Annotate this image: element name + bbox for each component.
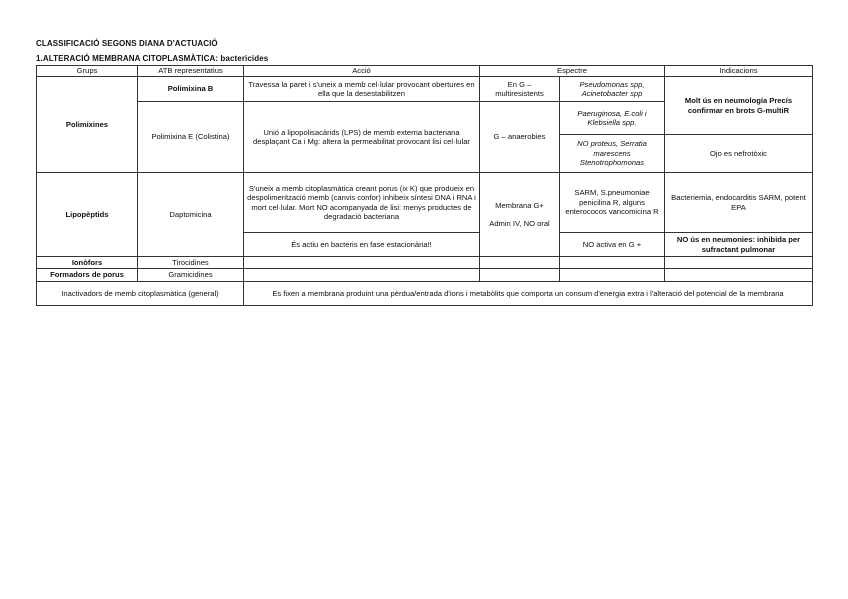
accio-cell: Travessa la paret i s'uneix a memb cel·lular provocant obertures en ella que la desestabilitzen <box>244 77 480 102</box>
espectre-cell <box>480 269 560 281</box>
indicacions-cell: Molt ús en neumología Precís confirmar en brots G-multiR <box>665 77 813 135</box>
atb-cell: Tirocidines <box>138 257 244 269</box>
header-espectre: Espectre <box>480 66 665 77</box>
atb-cell: Polimixina E (Colistina) <box>138 102 244 173</box>
accio-cell <box>244 269 480 281</box>
table-row <box>37 257 813 269</box>
header-grups: Grups <box>37 66 138 77</box>
group-cell: Inactivadors de memb citoplasmàtica (general) <box>37 281 244 305</box>
espectre-detail-cell: Paeruginosa, E.coli i Klebsiella spp. <box>560 102 665 135</box>
espectre-detail-cell: SARM, S.pneumoniae penicilina R, alguns enterococos vancomicina R <box>560 173 665 233</box>
group-cell: Lipopèptids <box>37 173 138 257</box>
header-accio: Acció <box>244 66 480 77</box>
espectre-detail-cell <box>560 269 665 281</box>
indicacions-cell: Ojo es nefrotòxic <box>665 135 813 173</box>
table-row <box>37 269 813 281</box>
classification-table <box>36 65 813 306</box>
atb-cell: Polimixina B <box>138 77 244 102</box>
indicacions-cell: Bacteriemia, endocarditis SARM, potent EPA <box>665 173 813 233</box>
atb-cell: Gramicidines <box>138 269 244 281</box>
espectre-cell <box>480 173 560 257</box>
accio-cell: És actiu en bacteris en fase estacionària!! <box>244 233 480 257</box>
espectre-cell: G – anaerobies <box>480 102 560 173</box>
accio-cell: S'uneix a memb citoplasmàtica creant porus (ix K) que produeix en despolimerització memb (canvis confor) inhibeix síntesi DNA i RNA i mort cel·lular. Mort NO acompanyada de lisi: menys productes de degradació bacteriana <box>244 173 480 233</box>
espectre-cell: En G – multiresistents <box>480 77 560 102</box>
group-cell: Formadors de porus <box>37 269 138 281</box>
espectre-detail-cell: NO activa en G + <box>560 233 665 257</box>
espectre-cell <box>480 257 560 269</box>
espectre-detail-cell: Pseudomonas spp, Acinetobacter spp <box>560 77 665 102</box>
accio-cell <box>244 257 480 269</box>
espectre-detail-cell: NO proteus, Serratia marescens Stenotrophomonas <box>560 135 665 173</box>
atb-cell: Daptomicina <box>138 173 244 257</box>
group-cell: Ionòfors <box>37 257 138 269</box>
section-title: 1.ALTERACIÓ MEMBRANA CITOPLASMÀTICA: bactericides <box>36 54 269 63</box>
indicacions-cell <box>665 269 813 281</box>
header-row <box>37 66 813 77</box>
table-row <box>37 77 813 102</box>
espectre-admin-text: Admin IV, NO oral <box>489 219 550 228</box>
accio-cell: Es fixen a membrana produint una pèrdua/entrada d'ions i metabòlits que comporta un consum d'energia extra i l'alteració del potencial de la membrana <box>244 281 813 305</box>
header-atb: ATB representatius <box>138 66 244 77</box>
espectre-detail-cell <box>560 257 665 269</box>
header-indicacions: Indicacions <box>665 66 813 77</box>
group-cell: Polimixines <box>37 77 138 173</box>
indicacions-cell <box>665 257 813 269</box>
table-row <box>37 281 813 305</box>
page-title: CLASSIFICACIÓ SEGONS DIANA D'ACTUACIÓ <box>36 39 218 48</box>
accio-cell: Unió a lipopolisacàrids (LPS) de memb externa bacteriana desplaçant Ca i Mg: altera la permeabilitat provocant lisi cel·lular <box>244 102 480 173</box>
indicacions-cell: NO ús en neumonies: inhibida per sufractant pulmonar <box>665 233 813 257</box>
table-row <box>37 173 813 233</box>
espectre-main-text: Membrana G+ <box>495 200 544 210</box>
